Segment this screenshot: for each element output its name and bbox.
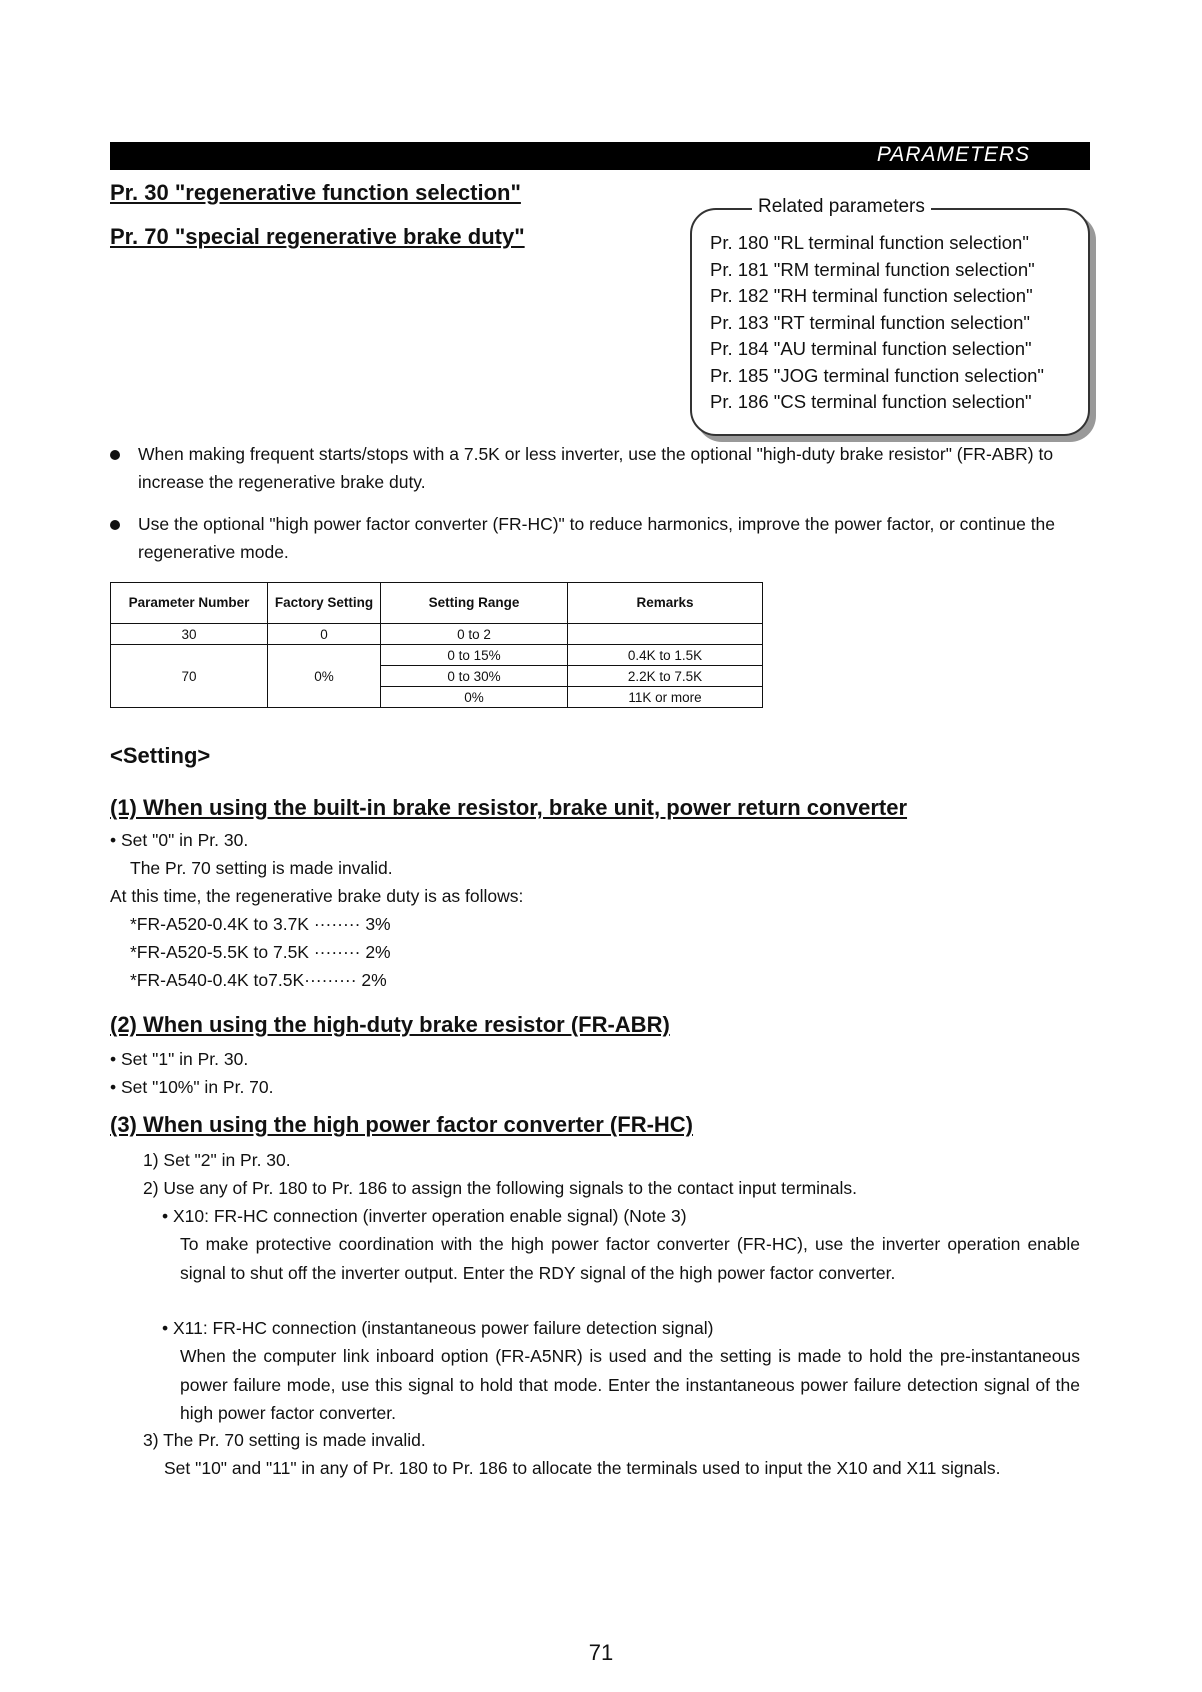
section-2-title: (2) When using the high-duty brake resistor (FR-ABR) [110,1012,670,1037]
text-line: *FR-A520-5.5K to 7.5K ········ 2% [130,942,391,962]
text-line: 3) The Pr. 70 setting is made invalid. [143,1430,426,1450]
text-line: • X11: FR-HC connection (instantaneous power failure detection signal) [162,1318,714,1338]
cell [568,624,763,645]
related-item: Pr. 180 "RL terminal function selection" [710,232,1029,253]
text-line: 2) Use any of Pr. 180 to Pr. 186 to assign the following signals to the contact input terminals. [143,1178,858,1198]
cell: 0% [381,687,568,708]
cell: 0.4K to 1.5K [568,645,763,666]
col-header: Parameter Number [111,583,268,624]
text-line: • Set "1" in Pr. 30. [110,1049,249,1069]
cell: 0 to 15% [381,645,568,666]
section-band-label: PARAMETERS [876,143,1030,166]
text-line: The Pr. 70 setting is made invalid. [130,858,393,878]
table-row [111,624,763,645]
bullet-text: When making frequent starts/stops with a 7.5K or less inverter, use the optional "high-duty brake resistor" (FR-ABR) to increase the regenerative brake duty. [138,444,1054,492]
table-row [111,645,763,666]
text-line: • Set "10%" in Pr. 70. [110,1077,274,1097]
cell: 30 [111,624,268,645]
section-1-title: (1) When using the built-in brake resistor, brake unit, power return converter [110,795,908,820]
paragraph: To make protective coordination with the high power factor converter (FR-HC), use the inverter operation enable signal to shut off the inverter output. Enter the RDY signal of the high power factor converter. [180,1234,1080,1283]
text-line: *FR-A520-0.4K to 3.7K ········ 3% [130,914,391,934]
page-number: 71 [588,1640,614,1665]
pr30-title: Pr. 30 "regenerative function selection" [110,180,521,205]
cell: 70 [111,645,268,708]
section-3-title: (3) When using the high power factor converter (FR-HC) [110,1112,694,1137]
related-parameters-heading: Related parameters [752,196,931,218]
related-item: Pr. 182 "RH terminal function selection" [710,285,1033,306]
bullet-text: Use the optional "high power factor converter (FR-HC)" to reduce harmonics, improve the power factor, or continue the regenerative mode. [138,514,1056,562]
col-header: Factory Setting [268,583,381,624]
related-parameters-box [690,196,1090,436]
text-line: • Set "0" in Pr. 30. [110,830,249,850]
cell: 0 to 30% [381,666,568,687]
related-item: Pr. 185 "JOG terminal function selection" [710,364,1044,386]
pr70-title: Pr. 70 "special regenerative brake duty" [110,224,525,249]
section-band [110,142,1090,170]
cell: 0 to 2 [381,624,568,645]
cell: 2.2K to 7.5K [568,666,763,687]
related-item: Pr. 181 "RM terminal function selection" [710,258,1035,280]
parameter-table [110,582,763,708]
text-line: At this time, the regenerative brake duty is as follows: [110,886,524,906]
cell: 11K or more [568,687,763,708]
bullet-dot [110,450,120,460]
cell: 0 [268,624,381,645]
text-line: *FR-A540-0.4K to7.5K········· 2% [130,970,387,990]
related-item: Pr. 184 "AU terminal function selection" [710,338,1032,359]
paragraph: Set "10" and "11" in any of Pr. 180 to Pr. 186 to allocate the terminals used to input the X10 and X11 signals. [164,1458,1001,1478]
bullet-dot [110,520,120,530]
text-line: • X10: FR-HC connection (inverter operation enable signal) (Note 3) [162,1206,687,1226]
setting-heading: <Setting> [110,743,211,768]
col-header: Setting Range [381,583,568,624]
text-line: 1) Set "2" in Pr. 30. [143,1150,291,1170]
paragraph: When the computer link inboard option (FR-A5NR) is used and the setting is made to hold the pre-instantaneous power failure mode, use this signal to hold that mode. Enter the instantaneous power failure detection signal of the high power factor converter. [180,1346,1080,1423]
related-item: Pr. 183 "RT terminal function selection" [710,311,1030,333]
cell: 0% [268,645,381,708]
col-header: Remarks [568,583,763,624]
related-item: Pr. 186 "CS terminal function selection" [710,391,1032,412]
